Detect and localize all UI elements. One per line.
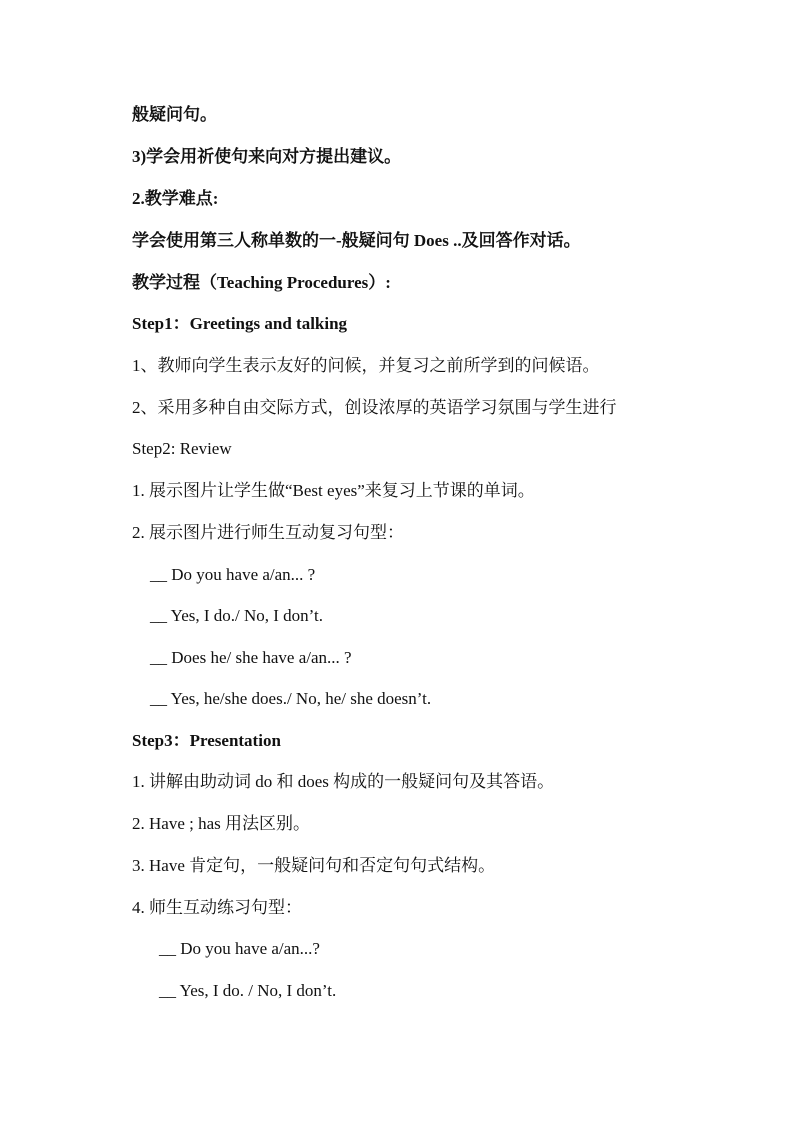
text-line: 1、教师向学生表示友好的问候，并复习之前所学到的问候语。 — [132, 356, 600, 375]
section-heading: 教学过程（Teaching Procedures）: — [132, 273, 391, 292]
text-line: 般疑问句。 — [132, 105, 217, 124]
dialogue-line: __ Yes, he/she does./ No, he/ she doesn’t. — [150, 689, 432, 708]
dialogue-line: __ Does he/ she have a/an... ? — [150, 648, 352, 667]
dialogue-line: __ Do you have a/an... ? — [150, 565, 316, 584]
text-line: 2. 展示图片进行师生互动复习句型： — [132, 523, 404, 542]
text-line: 3. Have 肯定句，一般疑问句和否定句句式结构。 — [132, 856, 496, 875]
step-heading: Step1：Greetings and talking — [132, 314, 348, 333]
text-line: 学会使用第三人称单数的一-般疑问句 Does ..及回答作对话。 — [132, 231, 581, 250]
text-line: 2. Have ; has 用法区别。 — [132, 814, 311, 833]
text-line: 3)学会用祈使句来向对方提出建议。 — [132, 147, 402, 166]
section-heading: 2.教学难点: — [132, 189, 219, 208]
dialogue-line: __ Yes, I do./ No, I don’t. — [150, 606, 324, 625]
text-line: 4. 师生互动练习句型： — [132, 898, 302, 917]
step-heading: Step2: Review — [132, 439, 232, 458]
dialogue-line: __ Yes, I do. / No, I don’t. — [159, 981, 337, 1000]
step-heading: Step3：Presentation — [132, 731, 281, 750]
text-line: 1. 讲解由助动词 do 和 does 构成的一般疑问句及其答语。 — [132, 772, 555, 791]
text-line: 1. 展示图片让学生做“Best eyes”来复习上节课的单词。 — [132, 481, 535, 500]
text-line: 2、采用多种自由交际方式，创设浓厚的英语学习氛围与学生进行 — [132, 398, 617, 417]
dialogue-line: __ Do you have a/an...? — [159, 939, 320, 958]
